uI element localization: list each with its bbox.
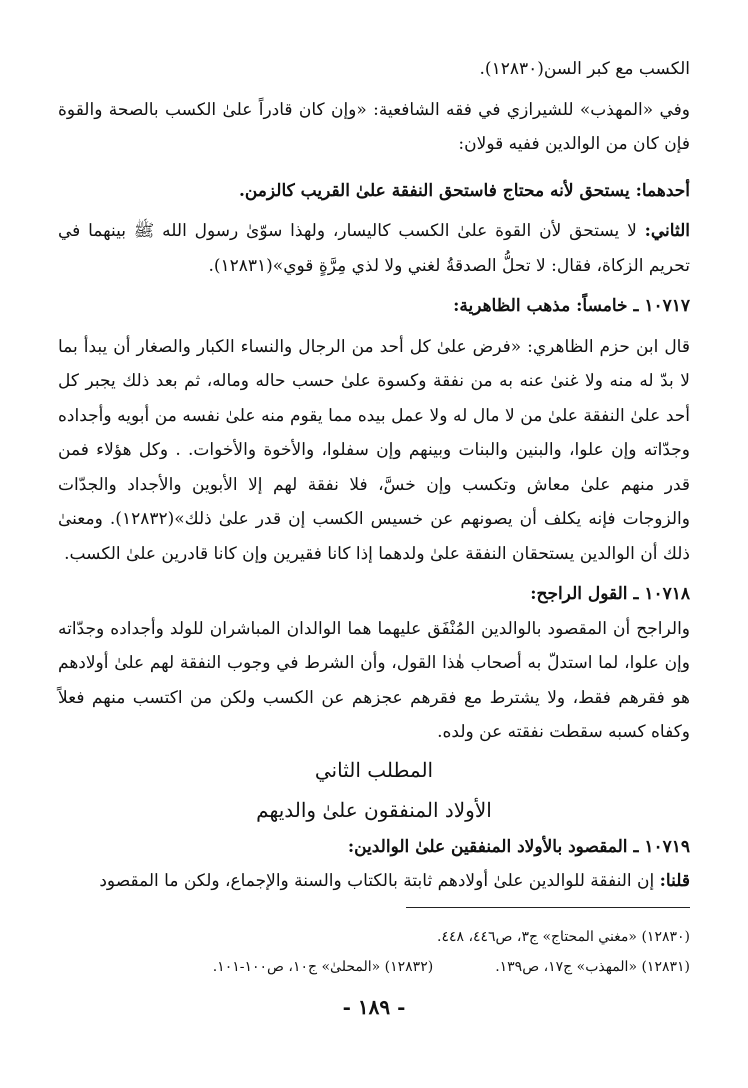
section-heading-10719: ١٠٧١٩ ـ المقصود بالأولاد المنفقين علىٰ الوالدين:: [347, 836, 690, 857]
footnote-row-2: [58, 952, 690, 982]
paragraph-6: والراجح أن المقصود بالوالدين المُنْفَق عليهما هما الوالدان المباشران للولد وأجداده وجدّاته وإن علوا، لما استدلّ به أصحاب هٰذا القول، وأن الشرط في وجوب النفقة لهم علىٰ أولادهم هو فقرهم فقط، ولا يشترط مع فقرهم عجزهم عن الكسب ولكن من اكتسب منهم فعلاً وكفاه كسبه سقطت نفقته عن ولده.: [58, 618, 690, 742]
paragraph-4: [58, 214, 690, 283]
footnote-12830: (١٢٨٣٠) «مغني المحتاج» ج٣، ص٤٤٦، ٤٤٨.: [436, 929, 690, 945]
footnote-12832: (١٢٨٣٢) «المحلىٰ» ج١٠، ص١٠٠-١٠١.: [212, 959, 434, 975]
paragraph-3-text: يستحق لأنه محتاج فاستحق النفقة علىٰ القريب كالزمن.: [238, 180, 636, 201]
paragraph-3-lead: أحدهما:: [635, 180, 690, 201]
paragraph-1: الكسب مع كبر السن(١٢٨٣٠).: [479, 59, 690, 79]
paragraph-4-lead: الثاني:: [644, 221, 690, 241]
paragraph-7: [58, 864, 690, 899]
paragraph-5: قال ابن حزم الظاهري: «فرض علىٰ كل أحد من الرجال والنساء الكبار والصغار أن يبدأ بما لا بدّ له منه ولا غنىٰ عنه به من نفقة وكسوة علىٰ حسب حاله وماله، ثم بعد ذلك يجبر كل أحد علىٰ النفقة علىٰ من لا مال له ولا عمل بيده مما يقوم منه علىٰ نفسه من أبويه وأجداده وجدّاته وإن علوا، والبنين والبنات وبينهم وإن سفلوا، والأخوة والأخوات. . وكل هؤلاء فمن قدر منهم علىٰ معاش وتكسب وإن خسَّ، فلا نفقة لهم إلا الأبوين والأجداد والجدّات والزوجات فإنه يكلف أن يصونهم عن خسيس الكسب إن قدر علىٰ ذلك»(١٢٨٣٢). ومعنىٰ ذلك أن الوالدين يستحقان النفقة علىٰ ولدهما إذا كانا فقيرين وإن كانا قادرين علىٰ الكسب.: [58, 336, 690, 564]
paragraph-2: وفي «المهذب» للشيرازي في فقه الشافعية: «وإن كان قادراً علىٰ الكسب بالصحة والقوة فإن كان من الوالدين ففيه قولان:: [58, 99, 690, 154]
section-heading-10717: ١٠٧١٧ ـ خامساً: مذهب الظاهرية:: [453, 296, 690, 316]
paragraph-4-text: لا يستحق لأن القوة علىٰ الكسب كاليسار، ولهذا سوّىٰ رسول الله ﷺ بينهما في تحريم الزكاة، فقال: لا تحلُّ الصدقةُ لغني ولا لذي مِرَّةٍ قوي»(١٢٨٣١).: [58, 221, 690, 276]
section-heading-10718: ١٠٧١٨ ـ القول الراجح:: [530, 584, 690, 604]
section-subtitle: الأولاد المنفقون علىٰ والديهم: [256, 797, 492, 822]
footnote-divider: [406, 907, 690, 908]
page-number: - ١٨٩ -: [342, 995, 406, 1019]
paragraph-7-text: إن النفقة للوالدين علىٰ أولادهم ثابتة بالكتاب والسنة والإجماع، ولكن ما المقصود: [99, 871, 660, 891]
paragraph-3: [58, 174, 690, 209]
paragraph-7-lead: قلنا:: [659, 871, 690, 891]
section-title: المطلب الثاني: [314, 757, 434, 782]
page-body: [58, 52, 690, 899]
footnote-12831: (١٢٨٣١) «المهذب» ج١٧، ص١٣٩.: [495, 959, 690, 975]
footnotes: [58, 922, 690, 982]
